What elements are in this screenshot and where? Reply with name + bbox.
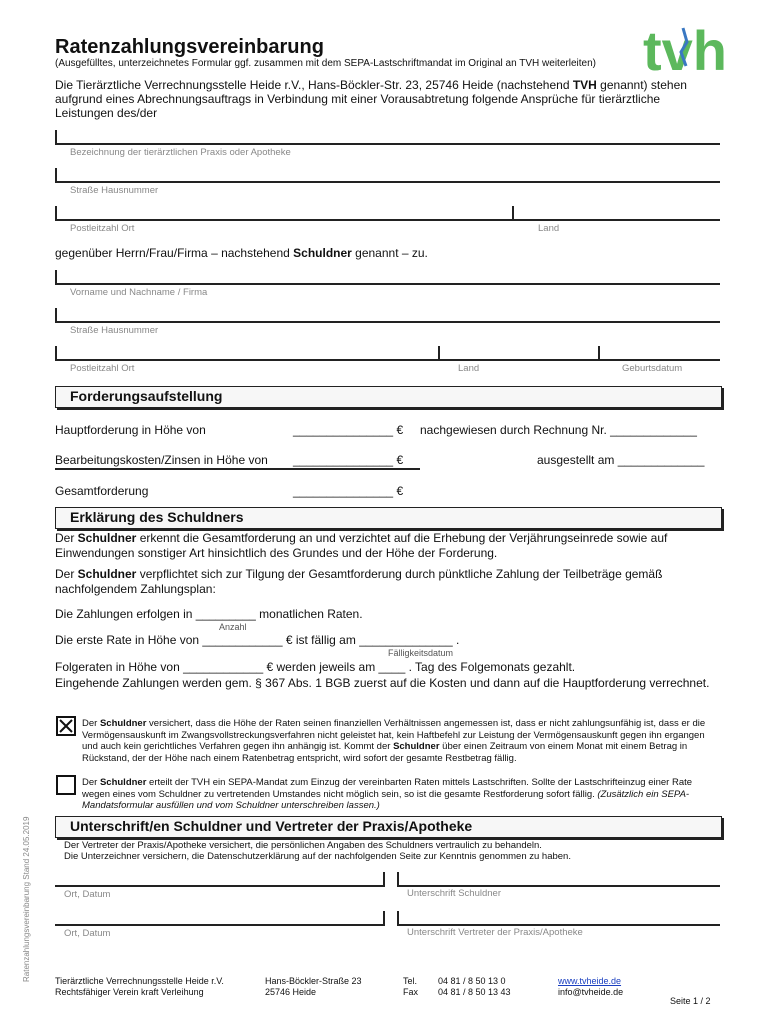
field-bracket — [55, 308, 57, 322]
fees-label: Bearbeitungskosten/Zinsen in Höhe von — [55, 453, 268, 467]
logo-text: tvh — [643, 22, 727, 74]
declaration-p2: Der Schuldner verpflichtet sich zur Tilgung der Gesamtforderung durch pünktliche Zahlung der Teilbeträge gemäß nachfolgendem Zahlungsplan: — [55, 567, 663, 596]
place-date-1-line[interactable] — [55, 885, 385, 887]
page-number: Seite 1 / 2 — [670, 996, 711, 1006]
field-divider — [598, 346, 600, 360]
debtor-zip-city-line[interactable] — [55, 359, 720, 361]
debtor-street-label: Straße Hausnummer — [70, 325, 159, 336]
claims-section-header: Forderungsaufstellung — [55, 386, 722, 408]
place-date-1-label: Ort, Datum — [64, 889, 111, 900]
signature-note-2: Die Unterzeichner versichern, die Datenschutzerklärung auf der nachfolgenden Seite zur Kenntnis genommen zu haben. — [64, 851, 571, 862]
total-label: Gesamtforderung — [55, 484, 149, 498]
debtor-birthdate-label: Geburtsdatum — [622, 363, 683, 374]
checkmark-x-icon — [58, 718, 74, 734]
footer-address: Hans-Böckler-Straße 23 25746 Heide — [265, 976, 362, 997]
first-rate-line[interactable]: Die erste Rate in Höhe von ____________ € ist fällig am ______________ . — [55, 633, 460, 647]
main-claim-value[interactable]: _______________ € — [293, 423, 404, 437]
installments-line[interactable]: Die Zahlungen erfolgen in _________ monatlichen Raten. — [55, 607, 363, 621]
tvh-logo-icon — [643, 22, 733, 74]
sepa-checkbox[interactable] — [56, 775, 76, 795]
creditor-zip-city-line[interactable] — [55, 219, 720, 221]
footer-org: Tierärztliche Verrechnungsstelle Heide r.V. Rechtsfähiger Verein kraft Verleihung — [55, 976, 224, 997]
issued-date-field[interactable]: ausgestellt am _____________ — [537, 453, 705, 467]
solvency-text: Der Schuldner versichert, dass die Höhe der Raten seinen finanziellen Verhältnissen angemessen ist, dass er nicht zahlungsunfähig ist, dass er die Vermögensauskunft im Zwangsvollstreckungsverfahren nicht geleistet hat, kein Haftbefehl zur Leistung der Vermögensauskunft gegen ihn ergangen und auch kein gerichtliches Verfahren gegen ihn anhängig ist. Kommt der Schuldner über einen Zeitraum von einem Monat mit einem Betrag in Rückstand, der der Höhe nach einem Ratenbetrag entspricht, wird sofort der gesamte Restbetrag fällig. — [82, 718, 706, 764]
debtor-country-label: Land — [458, 363, 480, 374]
field-bracket — [55, 206, 57, 220]
debtor-name-label: Vorname und Nachname / Firma — [70, 287, 208, 298]
incoming-payments-text: Eingehende Zahlungen werden gem. § 367 Abs. 1 BGB zuerst auf die Kosten und dann auf die Hauptforderung verrechnet. — [55, 676, 710, 690]
intro-text: Die Tierärztliche Verrechnungsstelle Heide r.V., Hans-Böckler-Str. 23, 25746 Heide (nachstehend TVH genannt) stehen aufgrund eines Abrechnungsauftrags in Verbindung mit einer Vorausabtretung folgende Ansprüche für tierärztliche Leistungen des/der — [55, 78, 687, 120]
field-divider — [438, 346, 440, 360]
footer-phone-numbers: 04 81 / 8 50 13 0 04 81 / 8 50 13 43 — [438, 976, 511, 997]
website-link[interactable]: www.tvheide.de — [558, 976, 622, 986]
debtor-name-line[interactable] — [55, 283, 720, 285]
practice-field-line[interactable] — [55, 143, 720, 145]
field-bracket — [55, 270, 57, 284]
sum-line — [55, 468, 420, 470]
creditor-zip-city-label: Postleitzahl Ort — [70, 223, 135, 234]
declaration-p1: Der Schuldner erkennt die Gesamtforderung an und verzichtet auf die Erhebung der Verjährungseinrede sowie auf Einwendungen sonstiger Art hinsichtlich des Grundes und der Höhe der Forderung. — [55, 531, 668, 560]
page-subtitle: (Ausgefülltes, unterzeichnetes Formular ggf. zusammen mit dem SEPA-Lastschriftmandat im Original an TVH weiterleiten) — [55, 58, 596, 69]
place-date-2-label: Ort, Datum — [64, 928, 111, 939]
signature-section-header: Unterschrift/en Schuldner und Vertreter der Praxis/Apotheke — [55, 816, 722, 838]
practice-label: Bezeichnung der tierärztlichen Praxis oder Apotheke — [70, 147, 291, 158]
signature-note-1: Der Vertreter der Praxis/Apotheke versichert, die persönlichen Angaben des Schuldners vertraulich zu behandeln. — [64, 840, 542, 851]
rep-signature-label: Unterschrift Vertreter der Praxis/Apotheke — [407, 927, 583, 938]
debtor-intro: gegenüber Herrn/Frau/Firma – nachstehend Schuldner genannt – zu. — [55, 246, 428, 260]
field-bracket — [383, 872, 385, 886]
footer-phone-labels: Tel. Fax — [403, 976, 419, 997]
debtor-street-line[interactable] — [55, 321, 720, 323]
field-bracket — [55, 168, 57, 182]
field-bracket — [55, 346, 57, 360]
total-value[interactable]: _______________ € — [293, 484, 404, 498]
declaration-section-header: Erklärung des Schuldners — [55, 507, 722, 529]
creditor-country-label: Land — [538, 223, 560, 234]
email-link[interactable]: info@tvheide.de — [558, 987, 624, 997]
debtor-signature-line[interactable] — [397, 885, 720, 887]
creditor-street-label: Straße Hausnummer — [70, 185, 159, 196]
field-bracket — [397, 872, 399, 886]
solvency-checkbox[interactable] — [56, 716, 76, 736]
invoice-number-field[interactable]: nachgewiesen durch Rechnung Nr. _____________ — [420, 423, 697, 437]
place-date-2-line[interactable] — [55, 924, 385, 926]
field-bracket — [383, 911, 385, 925]
sepa-text: Der Schuldner erteilt der TVH ein SEPA-Mandat zum Einzug der vereinbarten Raten mittels Lastschriften. Sollte der Lastschrifteinzug einer Rate wegen eines vom Schuldner zu vertretenden Umstandes nicht möglich sein, so ist die gesamte Restforderung sofort fällig. (Zusätzlich ein SEPA-Mandatsformular ausfüllen und vom Schuldner unterschreiben lassen.) — [82, 777, 693, 811]
installments-sublabel: Anzahl — [219, 622, 247, 632]
field-bracket — [55, 130, 57, 144]
page-title: Ratenzahlungsvereinbarung — [55, 36, 324, 58]
fees-value[interactable]: _______________ € — [293, 453, 404, 467]
form-version-note: Ratenzahlungsvereinbarung Stand 24.05.2019 — [22, 816, 31, 982]
due-date-sublabel: Fälligkeitsdatum — [388, 648, 454, 658]
rep-signature-line[interactable] — [397, 924, 720, 926]
creditor-street-line[interactable] — [55, 181, 720, 183]
debtor-signature-label: Unterschrift Schuldner — [407, 888, 501, 899]
debtor-zip-city-label: Postleitzahl Ort — [70, 363, 135, 374]
followup-rate-line[interactable]: Folgeraten in Höhe von ____________ € werden jeweils am ____ . Tag des Folgemonats gezahlt. — [55, 660, 576, 674]
main-claim-label: Hauptforderung in Höhe von — [55, 423, 206, 437]
footer-contact — [558, 976, 623, 998]
field-divider — [512, 206, 514, 220]
field-bracket — [397, 911, 399, 925]
